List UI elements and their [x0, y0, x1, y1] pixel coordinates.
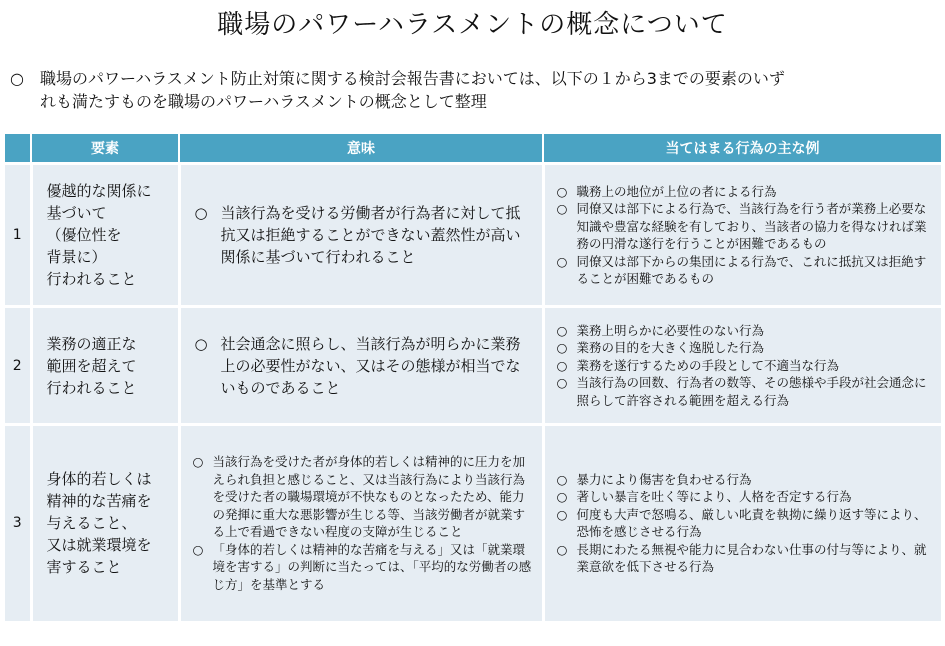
element-line: 業務の適正な	[46, 334, 137, 353]
element-line: 精神的な苦痛を	[46, 492, 152, 511]
example-item: ○ 業務の目的を大きく逸脱した行為	[557, 339, 934, 357]
element-cell	[31, 307, 179, 425]
row-number: 2	[5, 307, 31, 425]
table-row	[5, 307, 941, 425]
element-line: 行われること	[46, 378, 137, 397]
examples-cell	[543, 164, 941, 307]
header-examples: 当てはまる行為の主な例	[543, 134, 941, 164]
header-blank	[5, 134, 31, 164]
element-line: 優越的な関係に	[46, 182, 152, 200]
header-meaning: 意味	[179, 134, 543, 164]
intro-line-2: れも満たすものを職場のパワーハラスメントの概念として整理	[40, 92, 487, 111]
examples-cell	[543, 307, 941, 425]
element-cell	[31, 425, 179, 621]
meaning-item: ○ 当該行為を受けた者が身体的若しくは精神的に圧力を加えられ負担と感じること、又は当該行為により当該行為を受けた者の職場環境が不快なものとなったため、能力の発揮に重大な悪影響が生じる等、当該労働者が就業する上で看過できない程度の支障が生じること	[193, 453, 534, 541]
meaning-item: ○ 「身体的若しくは精神的な苦痛を与える」又は「就業環境を害する」の判断に当たっては、「平均的な労働者の感じ方」を基準とする	[193, 541, 534, 594]
example-item: ○ 業務を遂行するための手段として不適当な行為	[557, 357, 934, 375]
meaning-item: ○ 当該行為を受ける労働者が行為者に対して抵抗又は拒絶することができない蓋然性が高い関係に基づいて行われること	[195, 202, 532, 268]
example-item: ○ 何度も大声で怒鳴る、厳しい叱責を執拗に繰り返す等により、恐怖を感じさせる行為	[557, 506, 934, 541]
meaning-cell	[179, 307, 543, 425]
element-line: 背景に）	[46, 248, 107, 266]
element-line: 範囲を超えて	[46, 356, 137, 375]
example-item: ○ 業務上明らかに必要性のない行為	[557, 322, 934, 340]
examples-cell	[543, 425, 941, 621]
concept-table	[5, 134, 941, 621]
example-item: ○ 著しい暴言を吐く等により、人格を否定する行為	[557, 488, 934, 506]
header-element: 要素	[31, 134, 179, 164]
element-line: 又は就業環境を	[46, 536, 152, 555]
table-row	[5, 425, 941, 621]
meaning-cell	[179, 164, 543, 307]
element-line: 害すること	[46, 558, 122, 577]
element-line: 基づいて	[46, 204, 107, 222]
element-line: 行われること	[46, 270, 137, 288]
example-item: ○ 暴力により傷害を負わせる行為	[557, 471, 934, 489]
example-item: ○ 同僚又は部下からの集団による行為で、これに抵抗又は拒絶することが困難であるもの	[557, 253, 934, 288]
intro-bullet: ○	[10, 69, 24, 88]
example-item: ○ 長期にわたる無視や能力に見合わない仕事の付与等により、就業意欲を低下させる行為	[557, 541, 934, 576]
example-item: ○ 同僚又は部下による行為で、当該行為を行う者が業務上必要な知識や豊富な経験を有しており、当該者の協力を得なければ業務の円滑な遂行を行うことが困難であるもの	[557, 200, 934, 253]
row-number: 1	[5, 164, 31, 307]
intro-text	[10, 67, 930, 113]
table-row	[5, 164, 941, 307]
example-item: ○ 職務上の地位が上位の者による行為	[557, 183, 934, 201]
meaning-item: ○ 社会通念に照らし、当該行為が明らかに業務上の必要性がない、又はその態様が相当でないものであること	[195, 333, 532, 399]
example-item: ○ 当該行為の回数、行為者の数等、その態様や手段が社会通念に照らして許容される範囲を超える行為	[557, 374, 934, 409]
element-cell	[31, 164, 179, 307]
page-title: 職場のパワーハラスメントの概念について	[217, 10, 728, 40]
row-number: 3	[5, 425, 31, 621]
table-header-row	[5, 134, 941, 164]
element-line: 身体的若しくは	[46, 470, 152, 489]
element-line: （優位性を	[46, 226, 122, 244]
intro-line-1: 職場のパワーハラスメント防止対策に関する検討会報告書においては、以下の１から3までの要素のいず	[40, 69, 785, 88]
element-line: 与えること、	[46, 514, 137, 533]
meaning-cell	[179, 425, 543, 621]
